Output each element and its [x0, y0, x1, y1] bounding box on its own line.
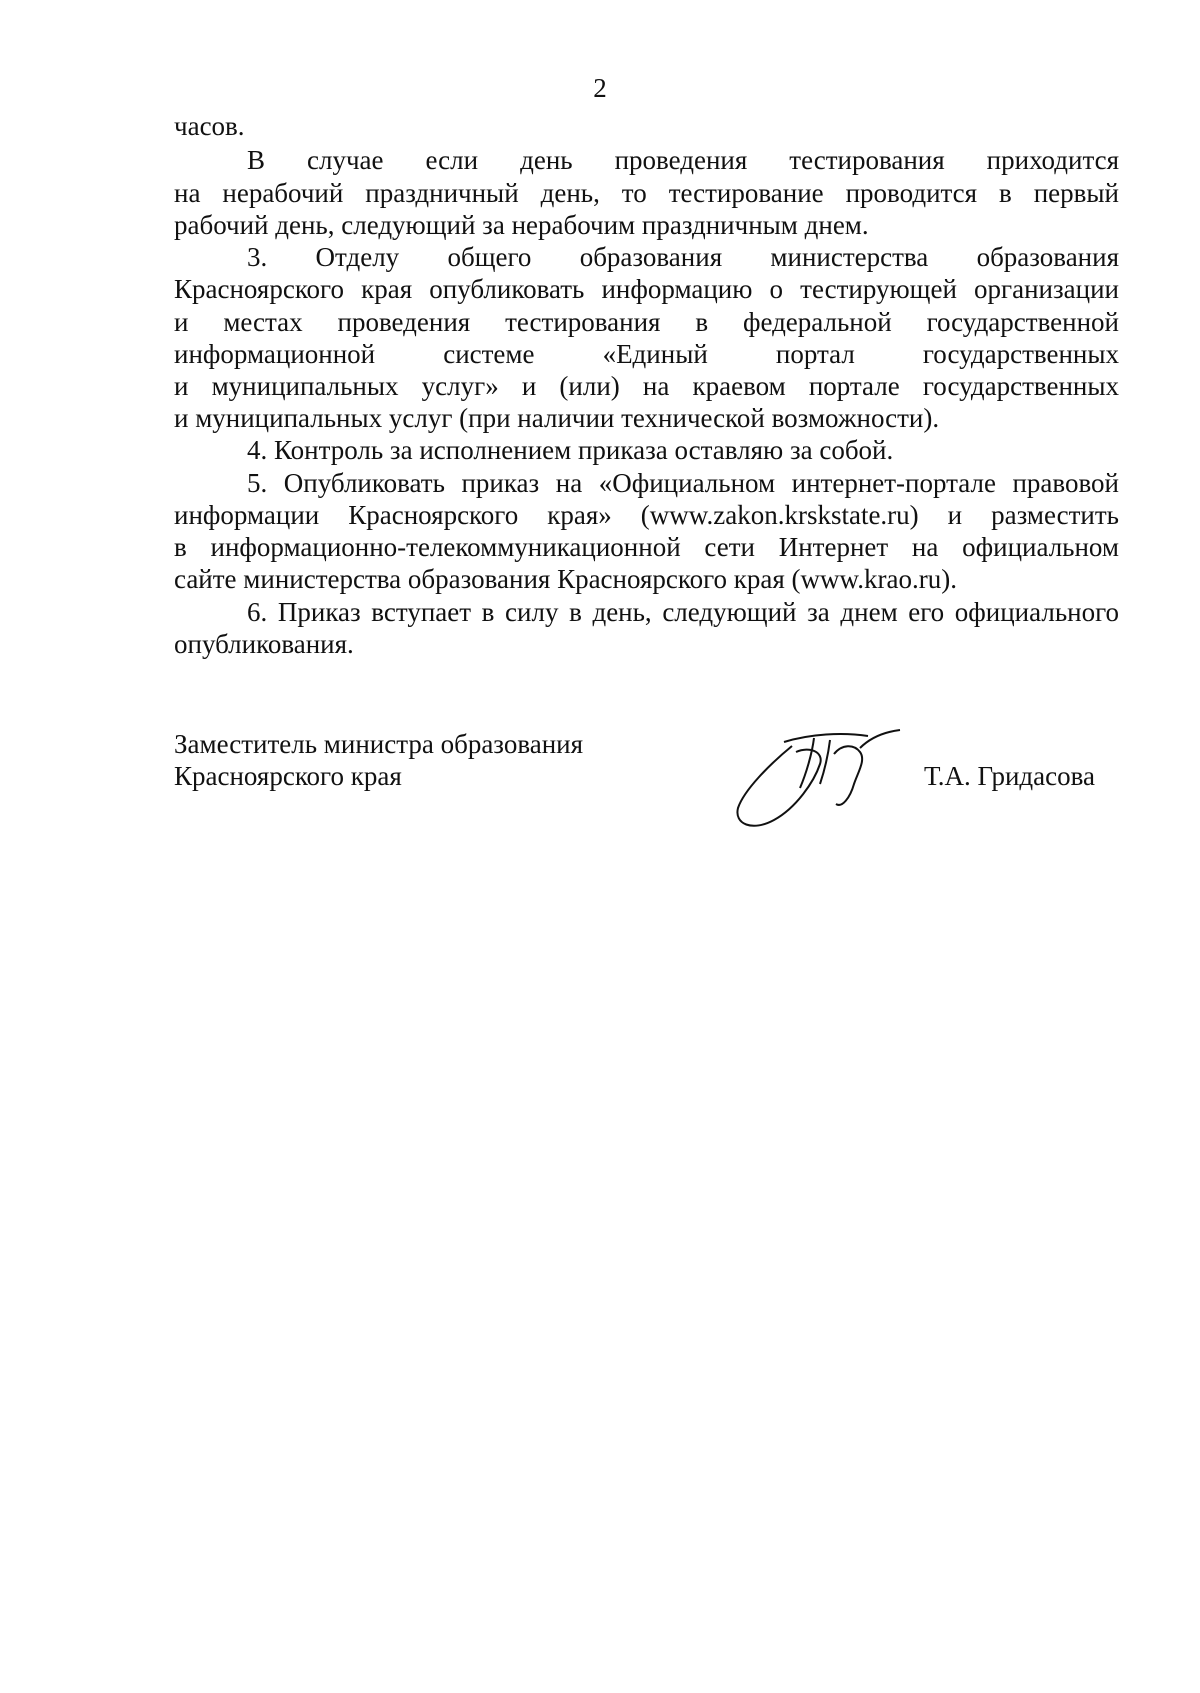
text-line: информации Красноярского края» (www.zakon.krskstate.ru) и разместить — [174, 500, 1119, 530]
text-line: рабочий день, следующий за нерабочим праздничным днем. — [174, 210, 869, 240]
text-line: 4. Контроль за исполнением приказа оставляю за собой. — [247, 435, 894, 465]
signatory-position: Красноярского края — [174, 761, 402, 791]
signatory-position: Заместитель министра образования — [174, 729, 584, 759]
text-line: информационной системе «Единый портал государственных — [174, 339, 1119, 369]
text-line: 3. Отделу общего образования министерства образования — [247, 242, 1119, 272]
text-line: опубликования. — [174, 629, 354, 659]
signatory-name: Т.А. Гридасова — [924, 761, 1095, 791]
text-line: на нерабочий праздничный день, то тестирование проводится в первый — [174, 178, 1119, 208]
text-line: сайте министерства образования Красноярского края (www.krao.ru). — [174, 564, 957, 594]
text-line: 6. Приказ вступает в силу в день, следующий за днем его официального — [247, 597, 1119, 627]
text-line: в информационно-телекоммуникационной сети Интернет на официальном — [174, 532, 1119, 562]
handwritten-signature — [730, 724, 910, 836]
text-line: и муниципальных услуг (при наличии технической возможности). — [174, 403, 940, 433]
text-line: Красноярского края опубликовать информацию о тестирующей организации — [174, 274, 1119, 304]
text-line: В случае если день проведения тестирования приходится — [247, 145, 1119, 175]
text-line: и муниципальных услуг» и (или) на краевом портале государственных — [174, 371, 1119, 401]
text-line: часов. — [174, 111, 245, 141]
text-line: и местах проведения тестирования в федеральной государственной — [174, 307, 1119, 337]
page-number: 2 — [593, 73, 607, 103]
text-line: 5. Опубликовать приказ на «Официальном интернет-портале правовой — [247, 468, 1119, 498]
